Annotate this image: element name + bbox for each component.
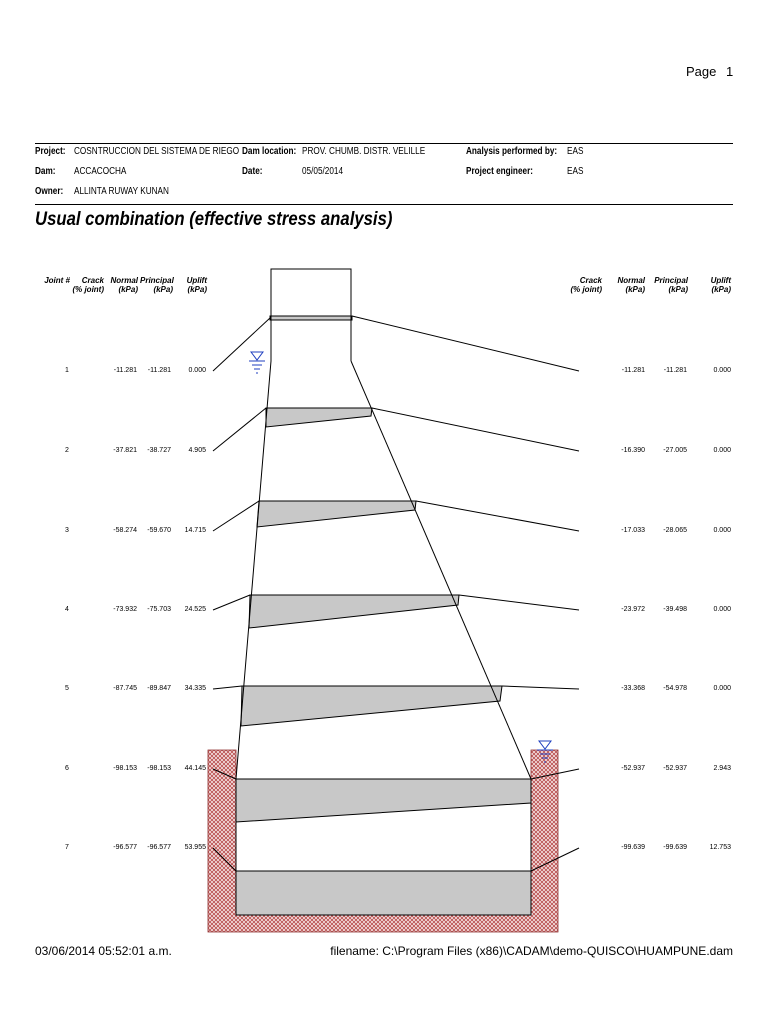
water-level-symbol-upstream (249, 352, 265, 373)
right-uplift: 0.000 (713, 685, 731, 692)
right-uplift: 0.000 (713, 447, 731, 454)
left-uplift: 0.000 (188, 367, 206, 374)
right-uplift: 2.943 (713, 765, 731, 772)
right-uplift: 0.000 (713, 527, 731, 534)
col-uplift-left-header: Uplift (kPa) (186, 276, 207, 294)
col-principal-right-header: Principal (kPa) (654, 276, 688, 294)
joint-number: 6 (65, 765, 69, 772)
right-principal: -54.978 (663, 685, 687, 692)
stress-diagram-joint-3 (257, 501, 416, 527)
right-normal: -52.937 (621, 765, 645, 772)
file-path: filename: C:\Program Files (x86)\CADAM\demo-QUISCO\HUAMPUNE.dam (330, 944, 733, 958)
left-normal: -96.577 (113, 844, 137, 851)
left-uplift: 44.145 (184, 765, 206, 772)
page-label: Page (686, 64, 717, 79)
right-uplift: 12.753 (709, 844, 731, 851)
analysis-performed-value: EAS (567, 146, 584, 157)
left-principal: -89.847 (147, 685, 171, 692)
stress-diagram-joint-5 (241, 686, 502, 726)
right-principal: -99.639 (663, 844, 687, 851)
joint-number: 5 (65, 685, 69, 692)
report-title: Usual combination (effective stress analysis) (35, 209, 393, 230)
print-timestamp: 03/06/2014 05:52:01 a.m. (35, 944, 172, 958)
joint-number: 2 (65, 447, 69, 454)
right-uplift: 0.000 (713, 367, 731, 374)
left-uplift: 24.525 (184, 606, 206, 613)
right-principal: -11.281 (663, 367, 687, 374)
right-normal: -23.972 (621, 606, 645, 613)
right-normal: -17.033 (621, 527, 645, 534)
left-normal: -73.932 (113, 606, 137, 613)
left-principal: -96.577 (147, 844, 171, 851)
left-normal: -87.745 (113, 685, 137, 692)
left-principal: -98.153 (147, 765, 171, 772)
left-normal: -58.274 (113, 527, 137, 534)
dam-location-value: PROV. CHUMB. DISTR. VELILLE (302, 146, 426, 157)
project-value: COSNTRUCCION DEL SISTEMA DE RIEGO (74, 146, 240, 157)
col-normal-right-header: Normal (kPa) (617, 276, 645, 294)
right-principal: -27.005 (663, 447, 687, 454)
project-label: Project: (35, 146, 66, 157)
dam-value: ACCACOCHA (74, 166, 127, 177)
right-normal: -99.639 (621, 844, 645, 851)
project-engineer-label: Project engineer: (466, 166, 533, 177)
stress-diagram-joint-4 (249, 595, 459, 628)
joint-number: 1 (65, 367, 69, 374)
joint-number: 3 (65, 527, 69, 534)
left-uplift: 34.335 (184, 685, 206, 692)
left-principal: -75.703 (147, 606, 171, 613)
right-normal: -11.281 (621, 367, 645, 374)
analysis-performed-label: Analysis performed by: (466, 146, 558, 157)
col-principal-left-header: Principal (kPa) (140, 276, 174, 294)
date-label: Date: (242, 166, 263, 177)
right-normal: -33.368 (621, 685, 645, 692)
left-normal: -98.153 (113, 765, 137, 772)
date-value: 05/05/2014 (302, 166, 344, 177)
col-crack-left-header: Crack (% joint) (72, 276, 104, 294)
left-uplift: 4.905 (188, 447, 206, 454)
right-uplift: 0.000 (713, 606, 731, 613)
right-principal: -39.498 (663, 606, 687, 613)
stress-diagram-joint-6 (236, 779, 531, 822)
page-number: 1 (726, 64, 734, 79)
left-principal: -38.727 (147, 447, 171, 454)
right-principal: -28.065 (663, 527, 687, 534)
joint-number: 4 (65, 606, 69, 613)
left-uplift: 53.955 (184, 844, 206, 851)
right-normal: -16.390 (621, 447, 645, 454)
col-uplift-right-header: Uplift (kPa) (710, 276, 731, 294)
right-principal: -52.937 (663, 765, 687, 772)
left-uplift: 14.715 (184, 527, 206, 534)
left-principal: -11.281 (147, 367, 171, 374)
col-crack-right-header: Crack (% joint) (570, 276, 602, 294)
left-principal: -59.670 (147, 527, 171, 534)
dam-label: Dam: (35, 166, 56, 177)
dam-location-label: Dam location: (242, 146, 297, 157)
left-normal: -11.281 (113, 367, 137, 374)
col-normal-left-header: Normal (kPa) (110, 276, 138, 294)
stress-diagram-joint-7 (236, 871, 531, 915)
owner-value: ALLINTA RUWAY KUNAN (74, 186, 169, 197)
project-engineer-value: EAS (567, 166, 584, 177)
left-normal: -37.821 (113, 447, 137, 454)
joint-number: 7 (65, 844, 69, 851)
stress-diagram-joint-1 (270, 316, 352, 320)
owner-label: Owner: (35, 186, 64, 197)
col-joint-header: Joint # (44, 276, 70, 285)
stress-diagram-joint-2 (266, 408, 372, 427)
